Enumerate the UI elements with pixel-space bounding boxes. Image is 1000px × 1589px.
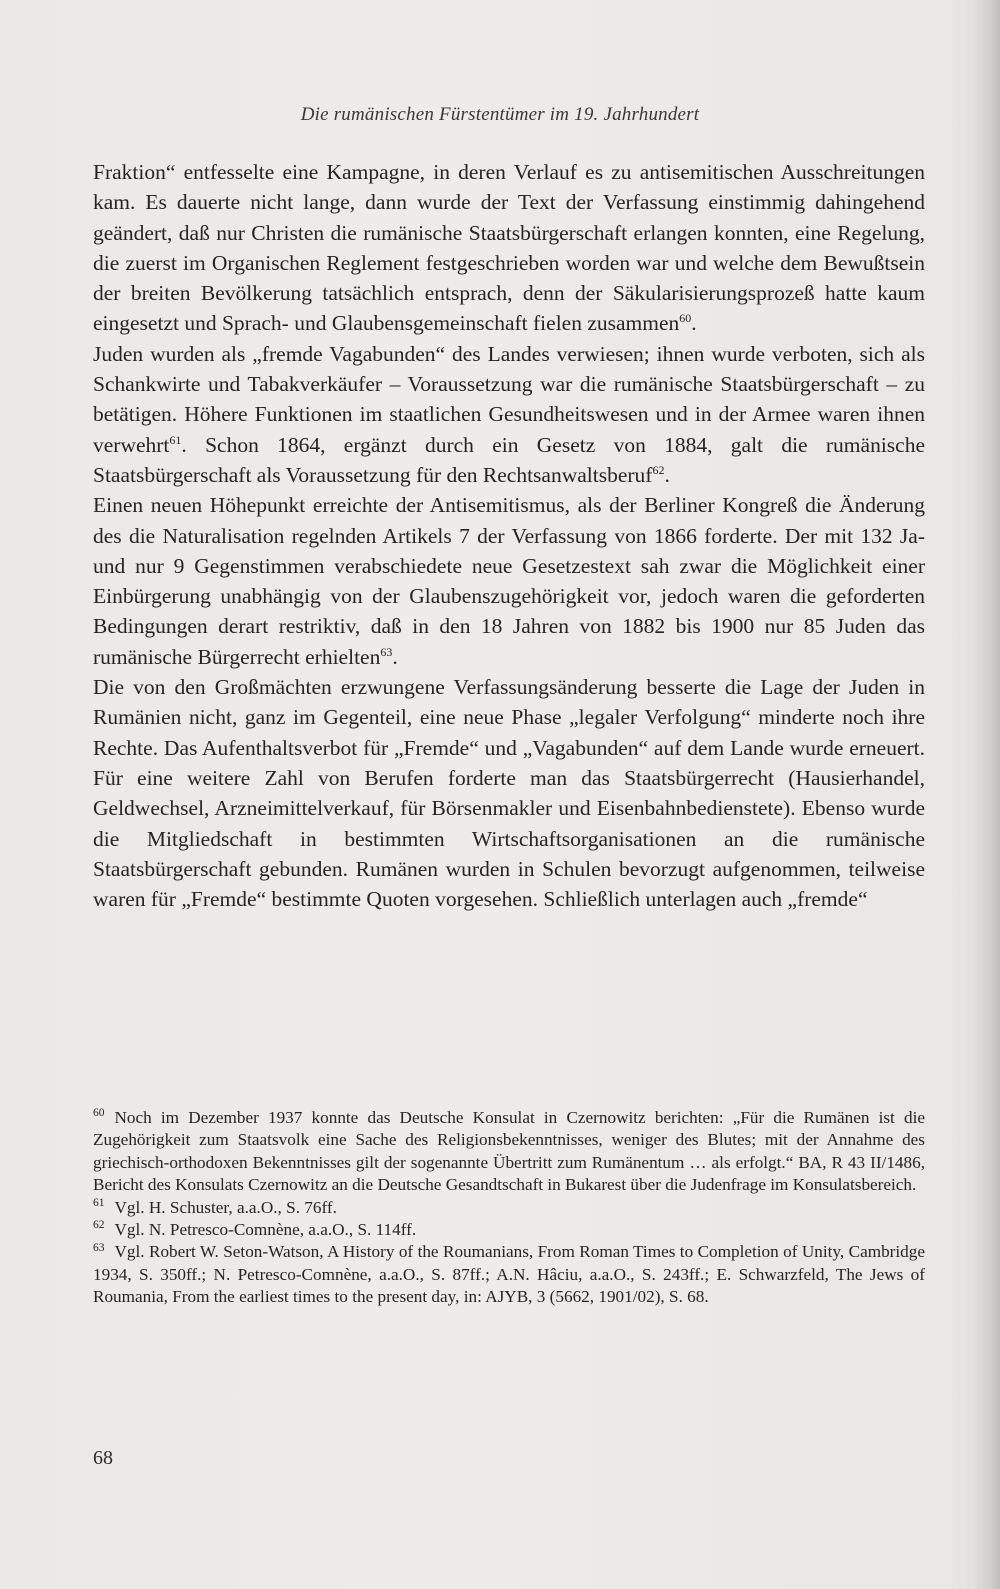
body-text (93, 157, 925, 914)
footnote-text: Noch im Dezember 1937 konnte das Deutsche Konsulat in Czernowitz berichten: „Für die Rumänen ist die Zugehörigkeit zum Staatsvolk eine Sache des Religionsbekenntnisses, weniger des Blutes; mit der Annahme des griechisch-orthodoxen Bekenntnisses gilt der sogenannte Übertritt zum Rumänentum … als erfolgt.“ BA, R 43 II/1486, Bericht des Konsulats Czernowitz an die Deutsche Gesandtschaft in Bukarest über die Judenfrage im Konsulatsbereich. (93, 1108, 925, 1195)
footnote-61 (93, 1197, 925, 1219)
footnote-number: 62 (93, 1219, 105, 1232)
footnote-reference: 60 (679, 311, 692, 326)
footnote-number: 63 (93, 1241, 105, 1254)
paragraph-text: Fraktion“ entfesselte eine Kampagne, in deren Verlauf es zu antisemitischen Ausschreitungen kam. Es dauerte nicht lange, dann wurde der Text der Verfassung einstimmig dahingehend geändert, daß nur Christen die rumänische Staatsbürgerschaft erlangen konnten, eine Regelung, die zuerst im Organischen Reglement festgeschrieben worden war und welche dem Bewußtsein der breiten Bevölkerung tatsächlich entsprach, denn der Säkularisierungsprozeß hatte kaum eingesetzt und Sprach- und Glaubensgemeinschaft fielen zusammen (93, 160, 925, 336)
running-head: Die rumänischen Fürstentümer im 19. Jahrhundert (300, 104, 700, 125)
paragraph-text: . (392, 644, 398, 669)
page-gutter-shadow (972, 0, 1000, 1589)
footnote-text: Vgl. Robert W. Seton-Watson, A History of the Roumanians, From Roman Times to Completion of Unity, Cambridge 1934, S. 350ff.; N. Petresco-Comnène, a.a.O., S. 87ff.; A.N. Hâciu, a.a.O., S. 243ff.; E. Schwarzfeld, The Jews of Roumania, From the earliest times to the present day, in: AJYB, 3 (5662, 1901/02), S. 68. (93, 1242, 925, 1307)
paragraph-3 (93, 490, 925, 672)
footnote-number: 61 (93, 1196, 105, 1209)
paragraph-4 (93, 672, 925, 914)
footnote-63 (93, 1241, 925, 1308)
footnote-text: Vgl. H. Schuster, a.a.O., S. 76ff. (114, 1197, 337, 1217)
paragraph-text: . (691, 311, 697, 336)
footnotes (93, 1107, 925, 1309)
paragraph-text: . Schon 1864, ergänzt durch ein Gesetz von 1884, galt die rumänische Staatsbürgerschaft als Voraussetzung für den Rechtsanwaltsberuf (93, 432, 925, 487)
footnote-reference: 63 (380, 644, 393, 659)
paragraph-text: . (664, 462, 670, 487)
footnote-60 (93, 1107, 925, 1197)
paragraph-text: Die von den Großmächten erzwungene Verfassungsänderung besserte die Lage der Juden in Rumänien nicht, ganz im Gegenteil, eine neue Phase „legaler Verfolgung“ minderte noch ihre Rechte. Das Aufenthaltsverbot für „Fremde“ und „Vagabunden“ auf dem Lande wurde erneuert. Für eine weitere Zahl von Berufen forderte man das Staatsbürgerrecht (Hausierhandel, Geldwechsel, Arzneimittelverkauf, für Börsenmakler und Eisenbahnbedienstete). Ebenso wurde die Mitgliedschaft in bestimmten Wirtschaftsorganisationen an die rumänische Staatsbürgerschaft gebunden. Rumänen wurden in Schulen bevorzugt aufgenommen, teilweise waren für „Fremde“ bestimmte Quoten vorgesehen. Schließlich unterlagen auch „fremde“ (93, 675, 925, 912)
footnote-reference: 62 (652, 462, 665, 477)
paragraph-1 (93, 157, 925, 339)
page-number: 68 (93, 1447, 113, 1469)
footnote-62 (93, 1219, 925, 1241)
footnote-reference: 61 (169, 432, 182, 447)
footnote-number: 60 (93, 1107, 105, 1120)
footnote-text: Vgl. N. Petresco-Comnène, a.a.O., S. 114ff. (114, 1220, 417, 1240)
paragraph-text: Juden wurden als „fremde Vagabunden“ des Landes verwiesen; ihnen wurde verboten, sich als Schankwirte und Tabakverkäufer – Voraussetzung war die rumänische Staatsbürgerschaft – zu betätigen. Höhere Funktionen im staatlichen Gesundheitswesen und in der Armee waren ihnen verwehrt (93, 341, 925, 457)
paragraph-2 (93, 339, 925, 490)
paragraph-text: Einen neuen Höhepunkt erreichte der Antisemitismus, als der Berliner Kongreß die Änderung des die Naturalisation regelnden Artikels 7 der Verfassung von 1866 forderte. Der mit 132 Ja- und nur 9 Gegenstimmen verabschiedete neue Gesetzestext sah zwar die Möglichkeit einer Einbürgerung unabhängig von der Glaubenszugehörigkeit vor, jedoch waren die geforderten Bedingungen derart restriktiv, daß in den 18 Jahren von 1882 bis 1900 nur 85 Juden das rumänische Bürgerrecht erhielten (93, 493, 925, 669)
